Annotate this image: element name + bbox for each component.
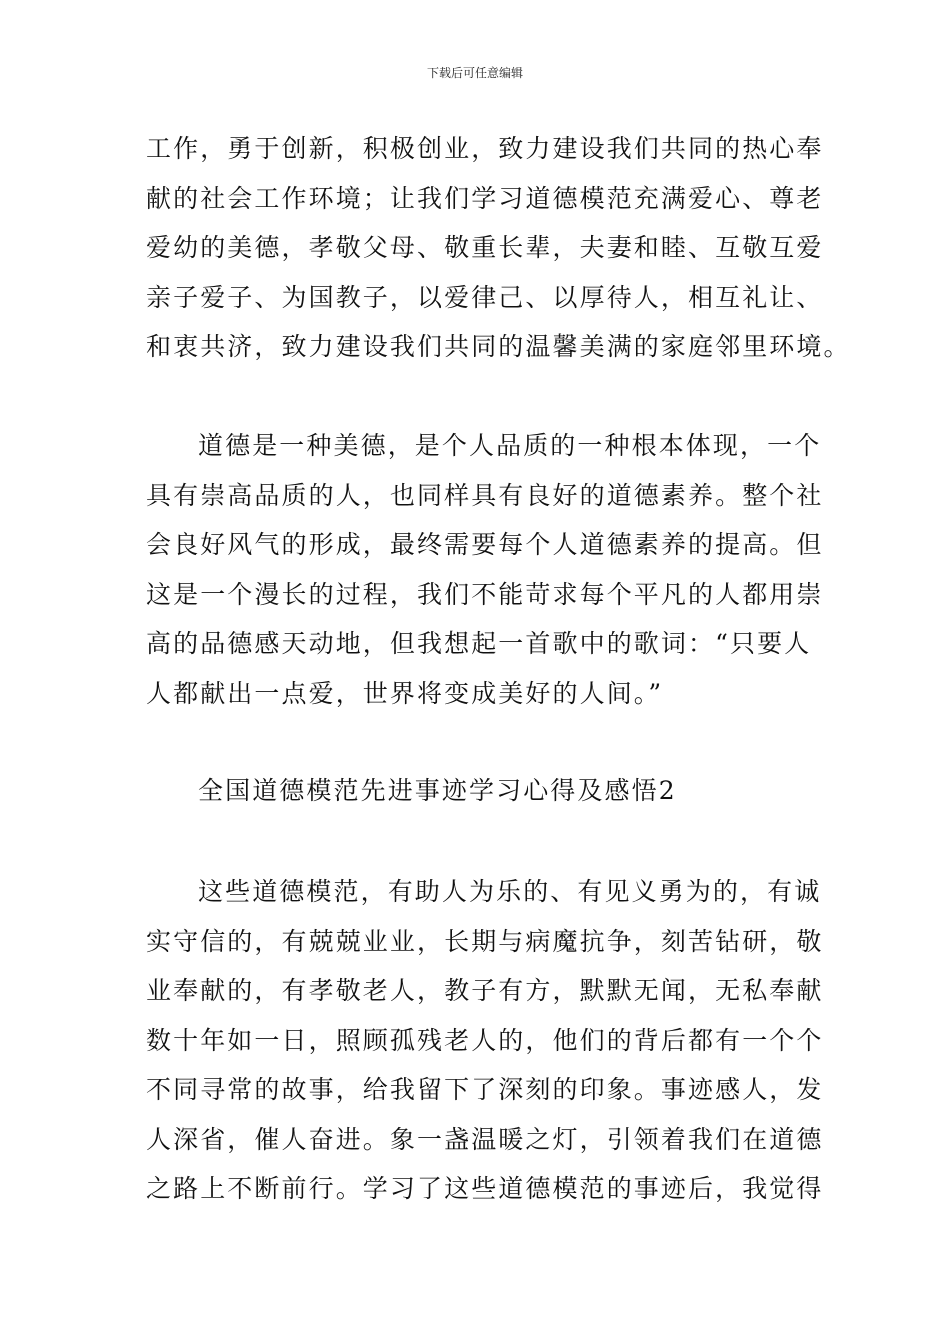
section-heading (146, 766, 810, 816)
text-line: 这些道德模范，有助人为乐的、有见义勇为的，有诚 (198, 877, 822, 906)
text-line: 会良好风气的形成，最终需要每个人道德素养的提高。但 (146, 530, 824, 559)
text-line: 具有崇高品质的人，也同样具有良好的道德素养。整个社 (146, 480, 824, 510)
text-line: 工作，勇于创新，积极创业，致力建设我们共同的热心奉 (146, 134, 824, 163)
text-line: 和衷共济，致力建设我们共同的温馨美满的家庭邻里环境。 (146, 332, 851, 361)
text-line: 数十年如一日，照顾孤残老人的，他们的背后都有一个个 (146, 1025, 824, 1055)
text-line: 人都献出一点爱，世界将变成美好的人间。” (146, 678, 664, 708)
text-line: 高的品德感天动地，但我想起一首歌中的歌词：“只要人 (146, 629, 812, 658)
paragraph-3 (146, 867, 824, 1214)
text-line: 人深省，催人奋进。象一盏温暖之灯，引领着我们在道德 (146, 1124, 824, 1154)
text-line: 实守信的，有兢兢业业，长期与病魔抗争，刻苦钻研，敬 (146, 926, 824, 956)
text-line: 献的社会工作环境；让我们学习道德模范充满爱心、尊老 (146, 183, 824, 213)
page-header: 下载后可任意编辑 (426, 66, 523, 80)
text-line: 业奉献的，有孝敬老人，教子有方，默默无闻，无私奉献 (146, 976, 824, 1005)
text-line: 爱幼的美德，孝敬父母、敬重长辈，夫妻和睦、互敬互爱 (146, 233, 824, 262)
text-line: 不同寻常的故事，给我留下了深刻的印象。事迹感人，发 (146, 1075, 824, 1104)
text-line: 道德是一种美德，是个人品质的一种根本体现，一个 (198, 431, 822, 460)
paragraph-1 (146, 124, 851, 372)
heading-text: 全国道德模范先进事迹学习心得及感悟2 (198, 776, 677, 805)
text-line: 亲子爱子、为国教子，以爱律己、以厚待人，相互礼让、 (146, 282, 824, 312)
text-line: 这是一个漫长的过程，我们不能苛求每个平凡的人都用崇 (146, 579, 824, 609)
paragraph-2 (146, 421, 824, 718)
text-line: 之路上不断前行。学习了这些道德模范的事迹后，我觉得 (146, 1174, 824, 1203)
